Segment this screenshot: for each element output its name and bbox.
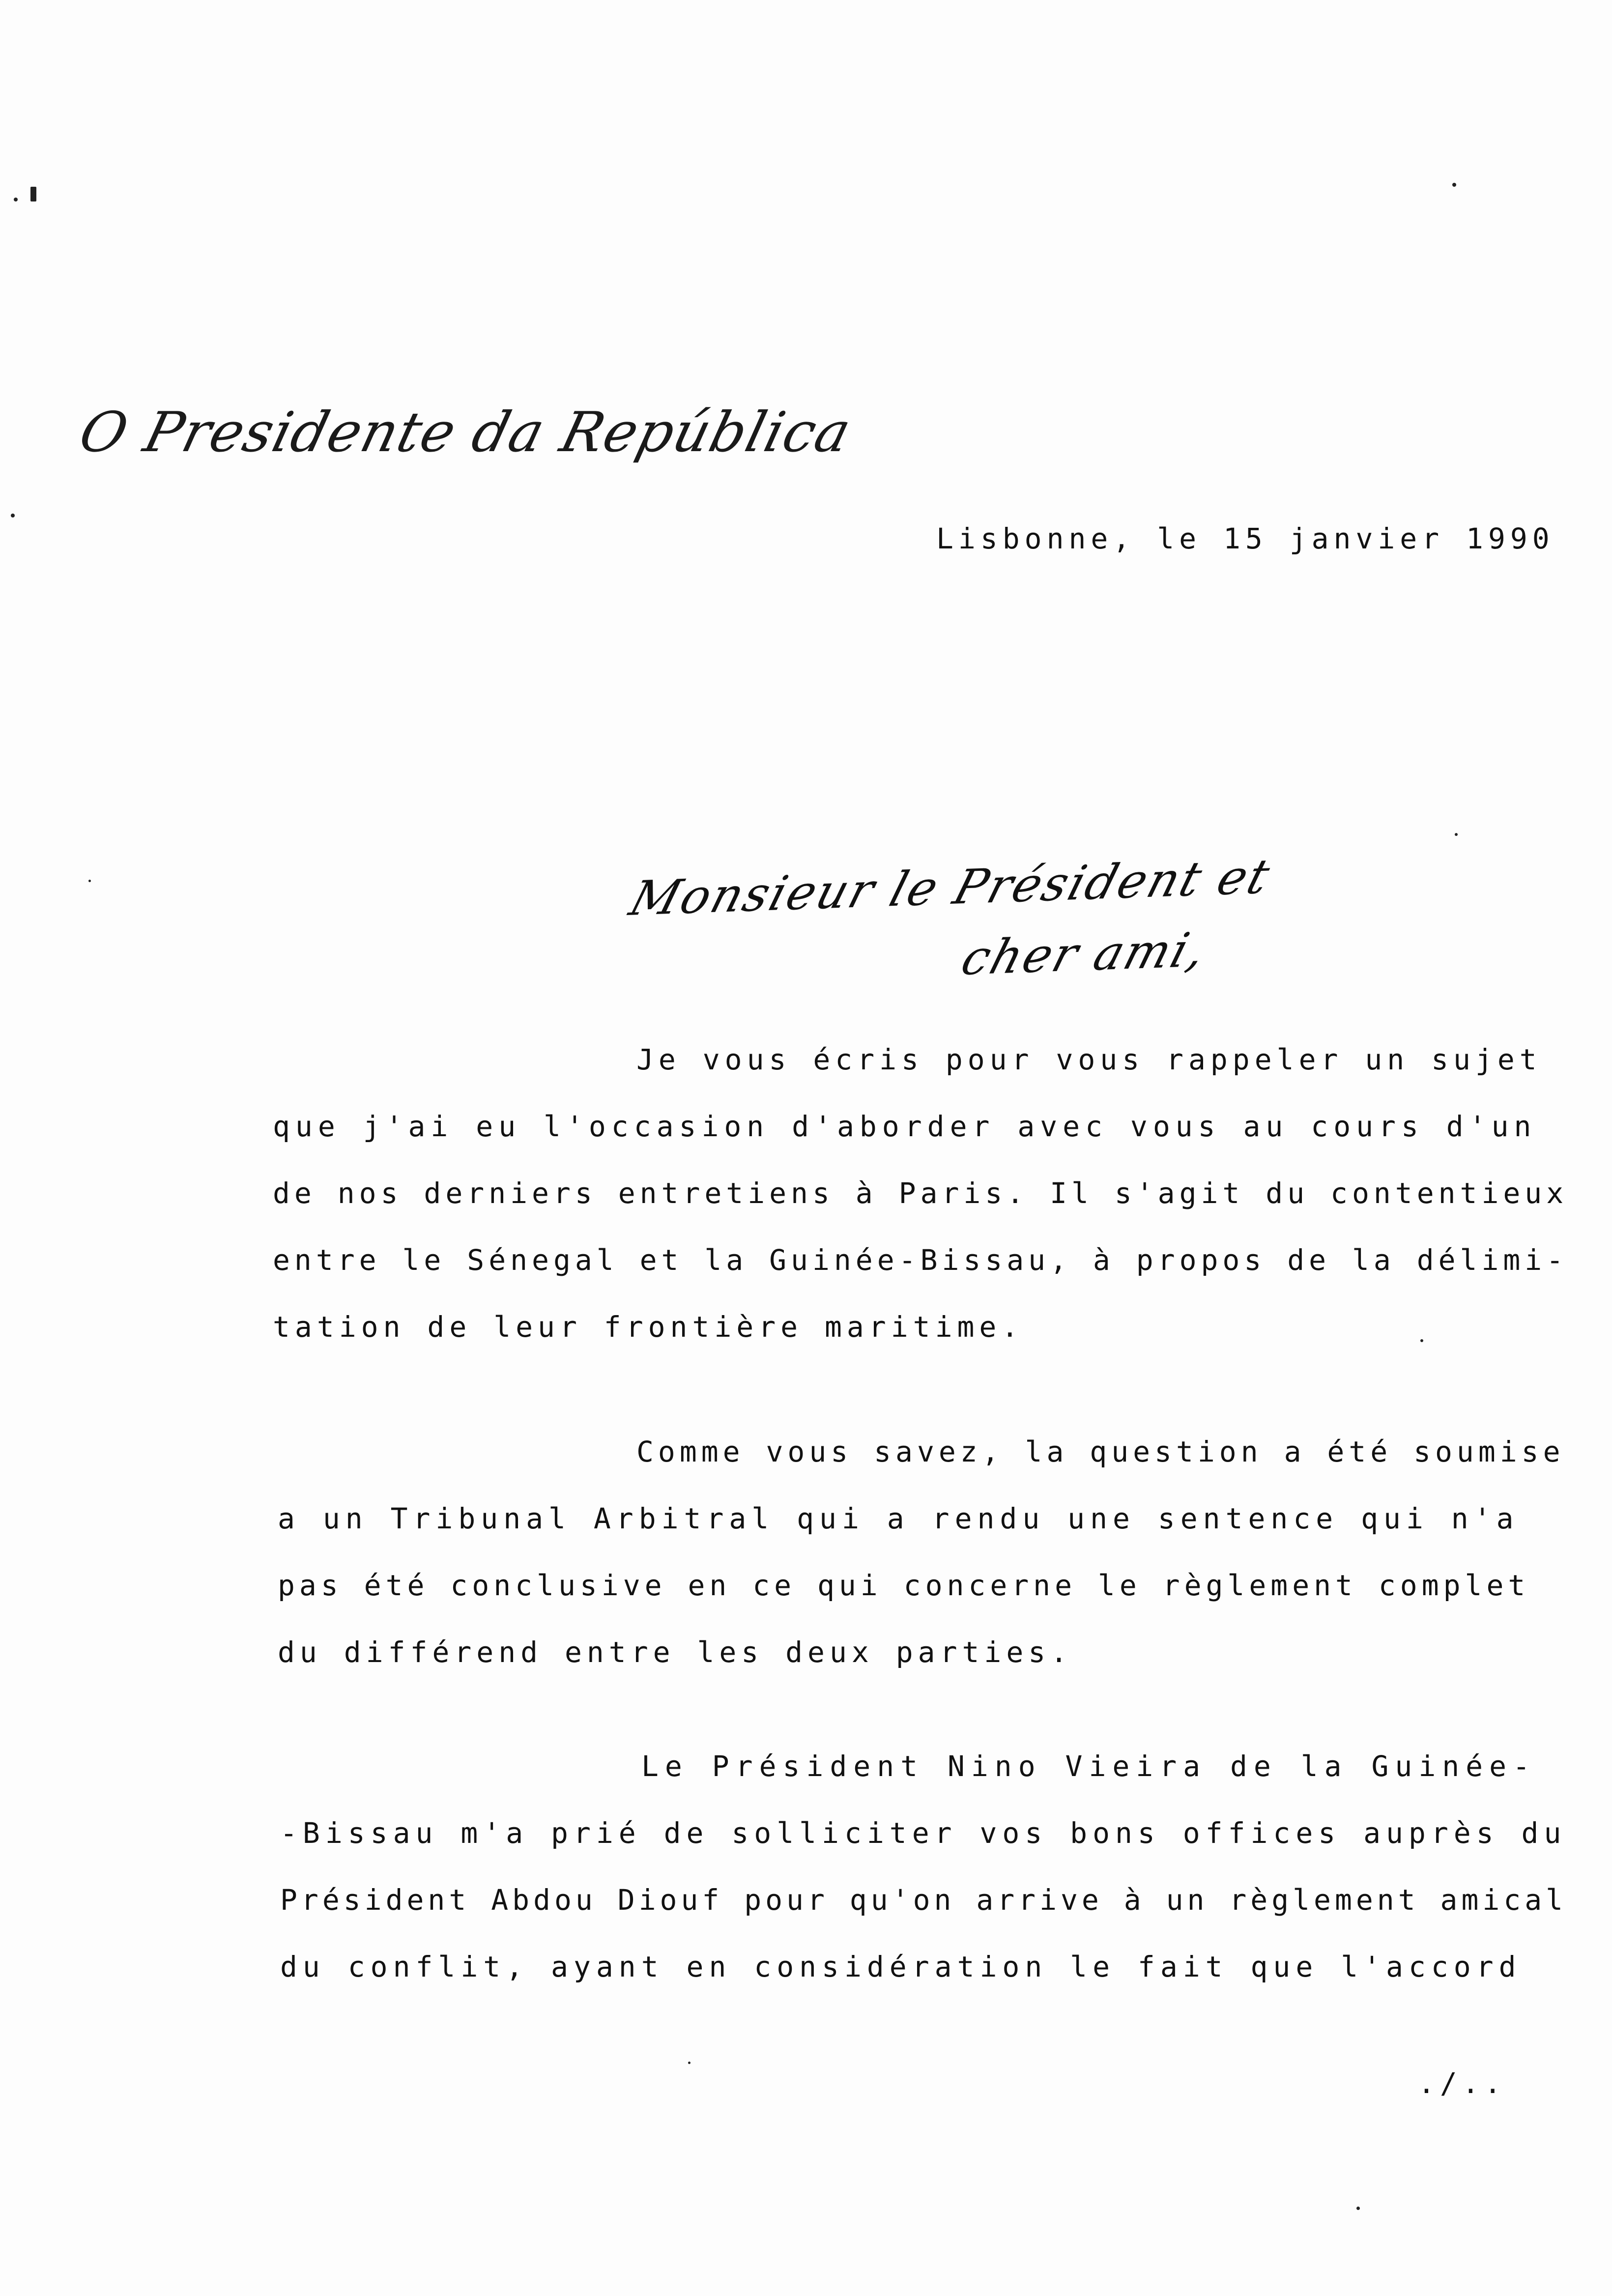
continuation-mark: ./..	[1418, 2066, 1506, 2100]
paragraph-3-line-3: Président Abdou Diouf pour qu'on arrive à un règlement amical	[280, 1883, 1567, 1917]
paragraph-2-line-3: pas été conclusive en ce qui concerne le règlement complet	[278, 1569, 1530, 1602]
scan-speck	[688, 2062, 691, 2064]
paragraph-3-line-2: -Bissau m'a prié de solliciter vos bons offices auprès du	[280, 1816, 1567, 1850]
paragraph-1-line-3: de nos derniers entretiens à Paris. Il s'agit du contentieux	[273, 1177, 1568, 1210]
paragraph-1-line-5: tation de leur frontière maritime.	[273, 1310, 1024, 1344]
scan-speck	[88, 880, 91, 882]
paragraph-2-line-4: du différend entre les deux parties.	[278, 1636, 1073, 1669]
paragraph-1-line-1: Je vous écris pour vous rappeler un sujet	[636, 1043, 1542, 1076]
salutation-line-2: cher ami,	[955, 921, 1214, 986]
paragraph-1-line-2: que j'ai eu l'occasion d'aborder avec vous au cours d'un	[273, 1110, 1537, 1143]
salutation-line-1: Monsieur le Président et	[624, 848, 1278, 927]
paragraph-2-line-1: Comme vous savez, la question a été soumise	[636, 1435, 1565, 1468]
scan-speck	[1452, 183, 1456, 187]
paragraph-3-line-4: du conflit, ayant en considération le fait que l'accord	[280, 1950, 1522, 1983]
scan-speck	[14, 198, 18, 201]
paragraph-1-line-4: entre le Sénegal et la Guinée-Bissau, à propos de la délimi-	[273, 1243, 1568, 1277]
scan-speck	[11, 514, 15, 517]
paragraph-3-line-1: Le Président Nino Vieira de la Guinée-	[641, 1750, 1536, 1783]
scan-speck	[1420, 1339, 1423, 1342]
letterhead-title: O Presidente da República	[73, 401, 858, 464]
scan-speck	[1356, 2207, 1360, 2210]
scan-speck	[30, 187, 36, 201]
scan-speck	[1455, 833, 1458, 836]
date-line: Lisbonne, le 15 janvier 1990	[936, 522, 1554, 555]
paragraph-2-line-2: a un Tribunal Arbitral qui a rendu une sentence qui n'a	[278, 1502, 1519, 1535]
